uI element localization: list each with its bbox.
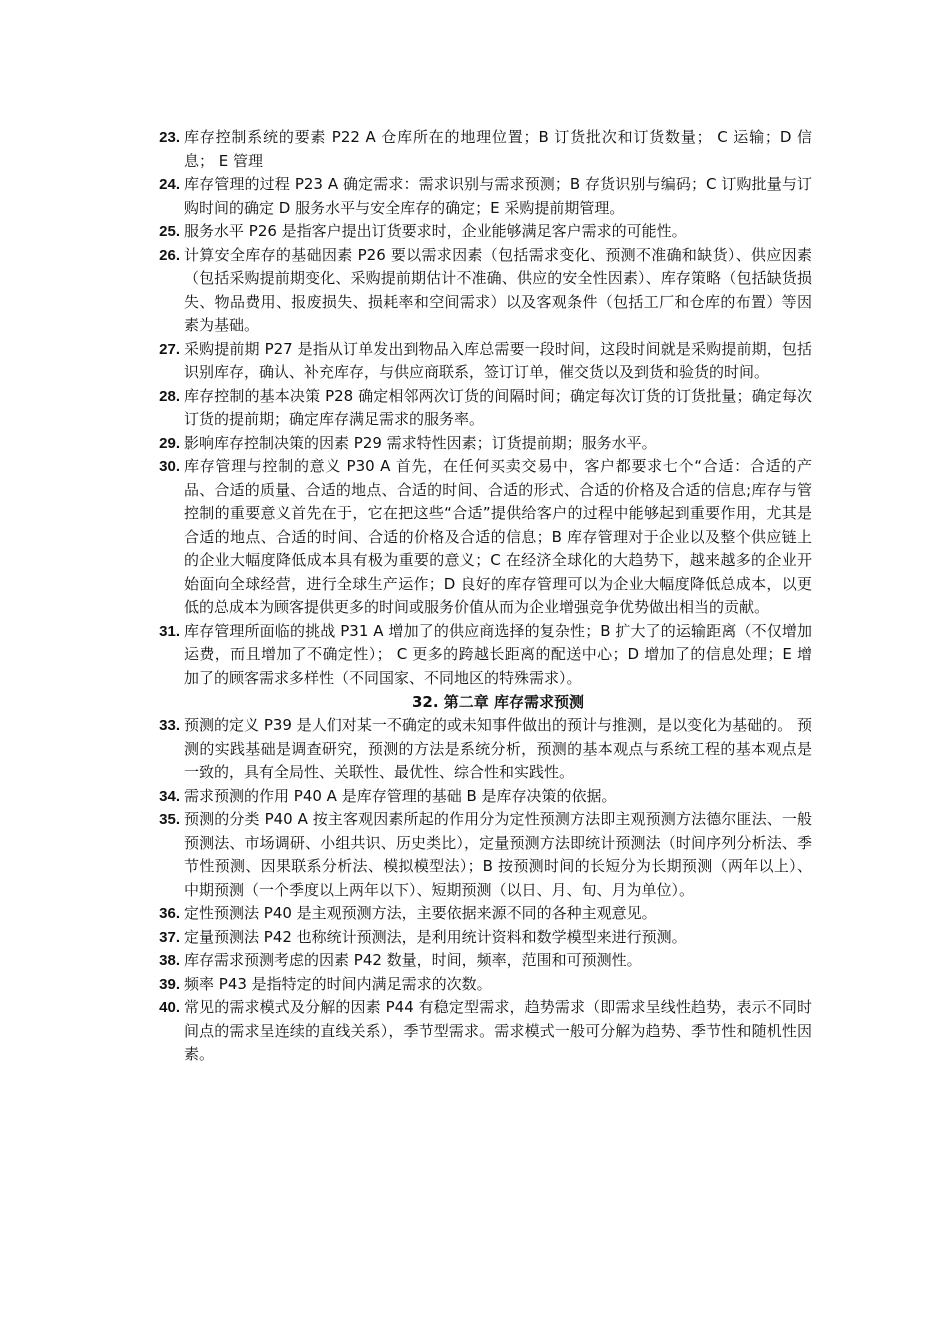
item-number: 29.	[159, 434, 180, 452]
list-item	[150, 785, 812, 809]
item-number: 40.	[159, 999, 180, 1016]
item-number: 37.	[159, 928, 180, 946]
item-number: 30.	[159, 458, 180, 475]
item-number: 25.	[159, 223, 180, 240]
list-item	[150, 432, 812, 456]
item-text: 库存需求预测考虑的因素 P42 数量，时间，频率，范围和可预测性。	[184, 951, 642, 969]
item-number: 26.	[159, 246, 180, 264]
item-text: 库存控制系统的要素 P22 A 仓库所在的地理位置；B 订货批次和订货数量； C 运输；D 信息； E 管理	[184, 128, 812, 170]
list-item	[150, 244, 812, 338]
list-item	[150, 902, 812, 926]
item-text: 定量预测法 P42 也称统计预测法，是利用统计资料和数学模型来进行预测。	[184, 927, 687, 946]
numbered-list	[150, 126, 812, 1067]
item-number: 24.	[159, 176, 180, 193]
list-item	[150, 714, 812, 785]
item-text: 计算安全库存的基础因素 P26 要以需求因素（包括需求变化、预测不准确和缺货）、供应因素（包括采购提前期变化、采购提前期估计不准确、供应的安全性因素）、库存策略（包括缺货损失、物品费用、报废损失、损耗率和空间需求）以及客观条件（包括工厂和仓库的布置）等因素为基础。	[184, 245, 812, 334]
item-text: 频率 P43 是指特定的时间内满足需求的次数。	[184, 974, 492, 993]
item-text: 影响库存控制决策的因素 P29 需求特性因素；订货提前期；服务水平。	[184, 433, 657, 452]
item-text: 库存管理所面临的挑战 P31 A 增加了的供应商选择的复杂性；B 扩大了的运输距离（不仅增加运费，而且增加了不确定性）； C 更多的跨越长距离的配送中心；D 增加了的信息处理；E 增加了的顾客需求多样性（不同国家、不同地区的特殊需求）。	[184, 621, 812, 687]
list-item	[150, 926, 812, 950]
list-item	[150, 126, 812, 173]
list-item	[150, 996, 812, 1067]
list-item	[150, 949, 812, 973]
item-number: 28.	[159, 387, 180, 405]
item-text: 常见的需求模式及分解的因素 P44 有稳定型需求，趋势需求（即需求呈线性趋势，表示不同时间点的需求呈连续的直线关系），季节型需求。需求模式一般可分解为趋势、季节性和随机性因素。	[184, 998, 812, 1063]
item-text: 预测的定义 P39 是人们对某一不确定的或未知事件做出的预计与推测，是以变化为基础的。 预测的实践基础是调查研究，预测的方法是系统分析，预测的基本观点与系统工程的基本观点是一致的，具有全局性、关联性、最优性、综合性和实践性。	[184, 716, 812, 781]
item-text: 服务水平 P26 是指客户提出订货要求时，企业能够满足客户需求的可能性。	[184, 222, 687, 240]
item-number: 35.	[159, 811, 180, 828]
list-section-chapter-two	[150, 714, 812, 1067]
item-text: 采购提前期 P27 是指从订单发出到物品入库总需要一段时间，这段时间就是采购提前期，包括识别库存，确认、补充库存，与供应商联系，签订订单，催交货以及到货和验货的时间。	[184, 339, 812, 381]
item-number: 23.	[159, 129, 180, 146]
item-number: 34.	[159, 787, 180, 805]
list-item	[150, 620, 812, 691]
list-item	[150, 173, 812, 220]
item-text: 预测的分类 P40 A 按主客观因素所起的作用分为定性预测方法即主观预测方法德尔匪法、一般预测法、市场调研、小组共识、历史类比），定量预测方法即统计预测法（时间序列分析法、季节性预测、因果联系分析法、模拟模型法）；B 按预测时间的长短分为长期预测（两年以上）、中期预测（一个季度以上两年以下）、短期预测（以日、月、旬、月为单位）。	[184, 810, 812, 899]
list-item	[150, 973, 812, 997]
list-item	[150, 385, 812, 432]
list-item	[150, 455, 812, 620]
item-number: 33.	[159, 717, 180, 734]
item-number: 31.	[159, 622, 180, 640]
list-section-chapter-one	[150, 126, 812, 690]
item-text: 库存控制的基本决策 P28 确定相邻两次订货的间隔时间；确定每次订货的订货批量；确定每次订货的提前期；确定库存满足需求的服务率。	[184, 386, 812, 428]
list-item	[150, 808, 812, 902]
item-number: 39.	[159, 975, 180, 993]
list-item	[150, 338, 812, 385]
item-number: 36.	[159, 905, 180, 922]
list-item	[150, 220, 812, 244]
item-text: 库存管理的过程 P23 A 确定需求：需求识别与需求预测；B 存货识别与编码；C 订购批量与订购时间的确定 D 服务水平与安全库存的确定；E 采购提前期管理。	[184, 175, 812, 217]
item-number: 38.	[159, 952, 180, 969]
item-text: 需求预测的作用 P40 A 是库存管理的基础 B 是库存决策的依据。	[184, 786, 617, 805]
item-number: 27.	[159, 340, 180, 358]
chapter-heading: 32. 第二章 库存需求预测	[411, 693, 585, 711]
item-text: 定性预测法 P40 是主观预测方法，主要依据来源不同的各种主观意见。	[184, 904, 657, 922]
item-text: 库存管理与控制的意义 P30 A 首先，在任何买卖交易中，客户都要求七个“合适：合适的产品、合适的质量、合适的地点、合适的时间、合适的形式、合适的价格及合适的信息;库存与管控制的重要意义首先在于，它在把这些“合适”提供给客户的过程中能够起到重要作用，尤其是合适的地点、合适的时间、合适的价格及合适的信息；B 库存管理对于企业以及整个供应链上的企业大幅度降低成本具有极为重要的意义；C 在经济全球化的大趋势下，越来越多的企业开始面向全球经营，进行全球生产运作；D 良好的库存管理可以为企业大幅度降低总成本，以更低的总成本为顾客提供更多的时间或服务价值从而为企业增强竞争优势做出相当的贡献。	[184, 457, 812, 616]
